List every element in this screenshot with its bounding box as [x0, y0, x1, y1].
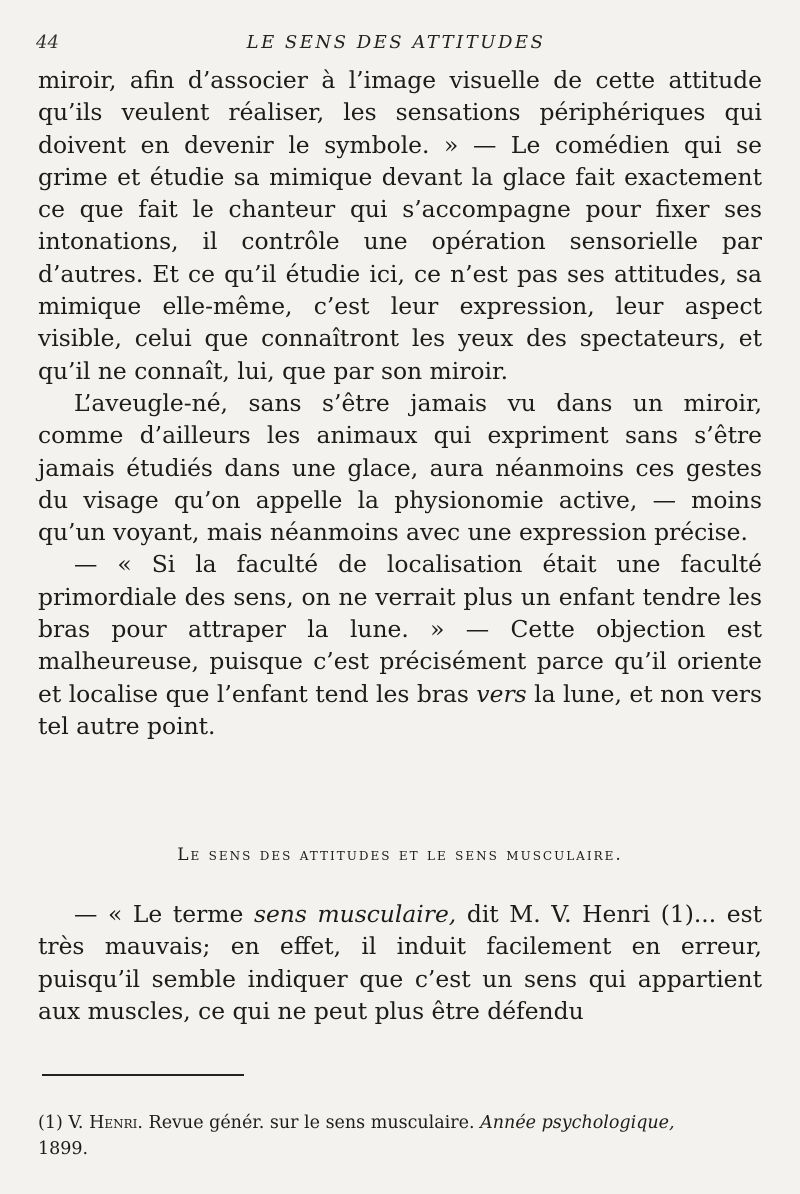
- footnote-divider: [42, 1074, 244, 1076]
- footnote-journal: Année psychologique,: [480, 1113, 675, 1133]
- running-title: LE SENS DES ATTITUDES: [246, 32, 546, 53]
- paragraph-aveugle: L’aveugle-né, sans s’être jamais vu dans un miroir, comme d’ailleurs les animaux qui expriment sans s’être jamais étudiés dans une glace, aura néanmoins ces gestes du visage qu’on appelle la physionomie active, — moins qu’un voyant, mais néanmoins avec une expression précise.: [38, 388, 762, 547]
- footnote-title: Revue génér. sur le sens musculaire.: [148, 1113, 475, 1133]
- paragraph-text-end: la lune, et non vers tel autre point.: [38, 679, 762, 740]
- paragraph-sens-musculaire: [38, 898, 762, 1027]
- footnote: [38, 1110, 762, 1162]
- italic-term: sens musculaire,: [253, 900, 457, 928]
- section-heading: Le sens des attitudes et le sens musculaire.: [177, 845, 623, 865]
- paragraph-continued: miroir, afin d’associer à l’image visuelle de cette attitude qu’ils veulent réaliser, les sensations périphériques qui doivent en devenir le symbole. » — Le comédien qui se grime et étudie sa mimique devant la glace fait exactement ce que fait le chanteur qui s’accompagne pour fixer ses intonations, il contrôle une opération sensorielle par d’autres. Et ce qu’il étudie ici, ce n’est pas ses attitudes, sa mimique elle-même, c’est leur expression, leur aspect visible, celui que connaîtront les yeux des spectateurs, et qu’il ne connaît, lui, que par son miroir.: [38, 66, 762, 385]
- paragraph-text: — « Si la faculté de localisation était une faculté primordiale des sens, on ne verrait plus un enfant tendre les bras pour attraper la lune. » — Cette objection est malheureuse, puisque c’est précisément parce qu’il oriente et localise que l’enfant tend les bras: [38, 550, 762, 708]
- page-header: [36, 32, 756, 58]
- footnote-text: [38, 1110, 762, 1162]
- footnote-year: 1899.: [38, 1139, 89, 1159]
- paragraph-localisation: [38, 548, 762, 742]
- section-text: [38, 898, 762, 1027]
- page-number: 44: [36, 32, 59, 53]
- paragraph-text-start: — « Le terme: [74, 900, 244, 928]
- footnote-marker: (1) V.: [38, 1113, 84, 1133]
- main-text: [38, 64, 762, 742]
- paragraph-text-rest: dit M. V. Henri (1)... est très mauvais; en effet, il induit facilement en erreur, puisqu’il semble indiquer que c’est un sens qui appartient aux muscles, ce qui ne peut plus être défendu: [38, 900, 762, 1025]
- italic-word: vers: [476, 679, 527, 708]
- footnote-author: Henri.: [89, 1113, 143, 1133]
